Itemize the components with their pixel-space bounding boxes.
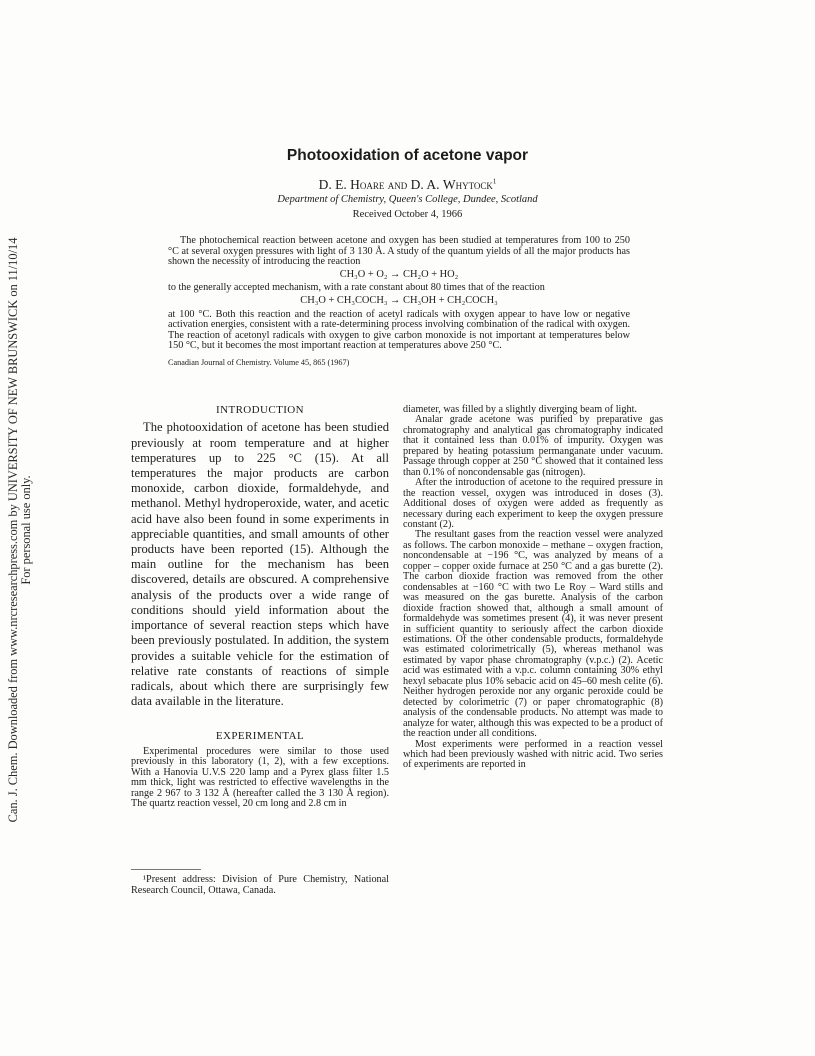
abstract-paragraph-2: to the generally accepted mechanism, with a rate constant about 80 times that of the reaction xyxy=(168,282,545,294)
author-joiner: and xyxy=(384,177,411,192)
right-paragraph-1: diameter, was filled by a slightly diverging beam of light. xyxy=(403,404,637,415)
abstract-equation-2: CH₃O + CH₃COCH₃ → CH₃OH + CH₂COCH₃ xyxy=(300,294,498,306)
footnote-text: ¹Present address: Division of Pure Chemistry, National Research Council, Ottawa, Canada. xyxy=(131,874,389,896)
footnote xyxy=(131,869,389,896)
author-1-surname: Hoare xyxy=(350,177,385,192)
watermark-line-1: Can. J. Chem. Downloaded from www.nrcresearchpress.com by UNIVERSITY OF NEW BRUNSWICK on 11/10/14 xyxy=(6,237,20,823)
author-1-initials: D. E. xyxy=(318,177,351,192)
right-paragraph-2: Analar grade acetone was purified by preparative gas chromatography and analytical gas chromatography indicated that it contained less than 0.01% of impurity. Oxygen was prepared by heating potassium permanganate under vacuum. Passage through copper at 250 °C showed that it contained less than 0.1% of noncondensable gas (nitrogen). xyxy=(403,414,663,478)
introduction-heading: INTRODUCTION xyxy=(216,404,304,416)
left-column xyxy=(131,405,389,809)
paper-title: Photooxidation of acetone vapor xyxy=(286,147,529,164)
affiliation: Department of Chemistry, Queen's College, Dundee, Scotland xyxy=(277,194,538,205)
experimental-paragraph: Experimental procedures were similar to those used previously in this laboratory (1, 2), with a few exceptions. With a Hanovia U.V.S 220 lamp and a Pyrex glass filter 1.5 mm thick, light was restricted to effective wavelengths in the range 2 967 to 3 132 Å (hereafter called the 3 130 Å region). The quartz reaction vessel, 20 cm long and 2.8 cm in xyxy=(131,745,389,810)
right-column xyxy=(403,405,663,771)
abstract-paragraph-1: The photochemical reaction between acetone and oxygen has been studied at temperatures from 100 to 250 °C at several oxygen pressures with light of 3 130 Å. A study of the quantum yields of all the major products has shown the necessity of introducing the reaction xyxy=(168,235,630,268)
download-watermark xyxy=(0,210,40,850)
author-2-initials: D. A. xyxy=(410,177,443,192)
footnote-marker: 1 xyxy=(492,177,497,186)
abstract xyxy=(168,236,630,369)
watermark-line-2: For personal use only. xyxy=(19,475,33,585)
author-2-surname: Whytock xyxy=(442,177,493,192)
experimental-heading: EXPERIMENTAL xyxy=(215,730,305,743)
introduction-paragraph: The photooxidation of acetone has been studied previously at room temperature and at higher temperatures up to 225 °C (15). At all temperatures the major products are carbon monoxide, carbon dioxide, formaldehyde, and methanol. Methyl hydroperoxide, water, and acetic acid have also been found in some experiments in appreciable quantities, and small amounts of other products have been reported (15). Although the main outline for the mechanism has been discovered, details are obscured. A comprehensive analysis of the products over a wide range of conditions should yield information about the importance of several reaction steps which have been previously postulated. In addition, the system provides a suitable vehicle for the estimation of relative rate constants of reactions of simple radicals, about which there are surprisingly few data available in the literature. xyxy=(131,420,389,709)
abstract-equation-1: CH₃O + O₂ → CH₂O + HO₂ xyxy=(339,268,459,280)
footnote-rule xyxy=(131,869,201,870)
right-paragraph-4: The resultant gases from the reaction vessel were analyzed as follows. The carbon monoxide – methane – oxygen fraction, noncondensable at −196 °C, was analyzed by means of a copper – copper oxide furnace at 250 °C and a gas burette (2). The carbon dioxide fraction was removed from the other condensables at −160 °C with two Le Roy – Ward stills and was measured on the gas burette. Analysis of the carbon dioxide fraction showed that, although a small amount of formaldehyde was sometimes present (4), it was never present in sufficient quantity to seriously affect the carbon dioxide estimations. Of the other condensable products, formaldehyde was estimated colorimetrically (5), whereas methanol was estimated by vapor phase chromatography (v.p.c.) (2). Acetic acid was estimated with a v.p.c. column containing 30% ethyl hexyl sebacate plus 10% sebacic acid on 45–60 mesh celite (6). Neither hydrogen peroxide nor any organic peroxide could be detected by colorimetric (7) or paper chromatographic (8) analysis of the condensable products. No attempt was made to analyze for water, although this was expected to be a product of the reaction under all conditions. xyxy=(403,529,663,740)
received-date: Received October 4, 1966 xyxy=(352,209,463,220)
abstract-paragraph-3: at 100 °C. Both this reaction and the reaction of acetyl radicals with oxygen appear to have low or negative activation energies, consistent with a rate-determining process involving combination of the radical with oxygen. The reaction of acetonyl radicals with oxygen to give carbon monoxide is not important at temperatures below 150 °C, but it becomes the most important reaction at temperatures above 250 °C. xyxy=(168,308,630,352)
journal-citation: Canadian Journal of Chemistry. Volume 45, 865 (1967) xyxy=(168,357,350,367)
right-paragraph-5: Most experiments were performed in a reaction vessel which had been previously washed with nitric acid. Two series of experiments are reported in xyxy=(403,738,663,771)
author-line xyxy=(0,177,815,193)
right-paragraph-3: After the introduction of acetone to the required pressure in the reaction vessel, oxygen was introduced in doses (3). Additional doses of oxygen were added as frequently as necessary during each experiment to keep the oxygen pressure constant (2). xyxy=(403,477,663,530)
